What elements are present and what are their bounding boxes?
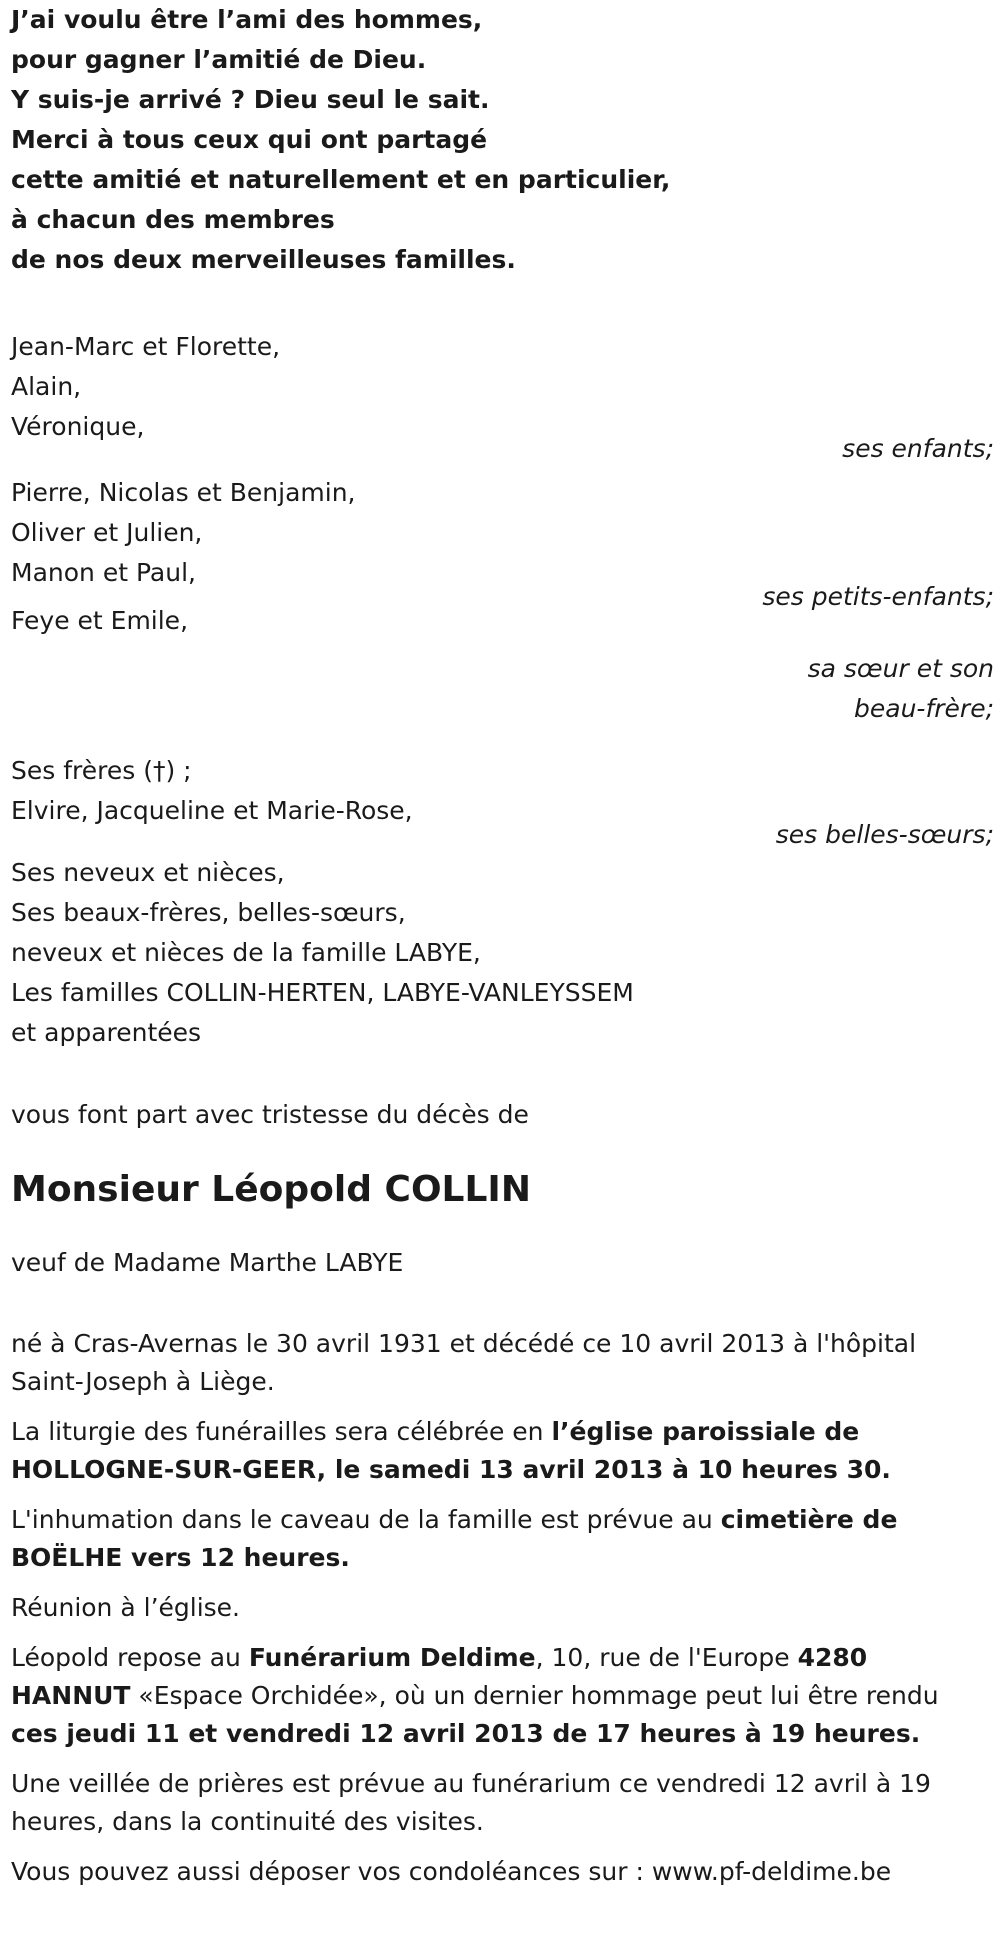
family-grandchildren [11,473,994,617]
resting-text-plain: , 10, rue de l'Europe [535,1643,798,1672]
announcement-text: vous font part avec tristesse du décès de [11,1100,529,1129]
widower-text: veuf de Madame Marthe LABYE [11,1248,404,1277]
condolences-text: Vous pouvez aussi déposer vos condoléances sur : www.pf-deldime.be [11,1857,892,1886]
liturgy-text-plain: La liturgie des funérailles sera célébrée en [11,1417,552,1446]
family-line: Jean-Marc et Florette, [11,332,281,361]
family-line: Oliver et Julien, [11,518,203,547]
family-line: Ses frères (†) ; [11,756,192,785]
family-line: Ses neveux et nièces, [11,858,285,887]
liturgy-text-bold: l’église paroissiale de HOLLOGNE-SUR-GEER, le samedi 13 avril 2013 à 10 heures 30. [11,1417,891,1484]
role-label: sa sœur et son [807,654,994,683]
family-line: Feye et Emile, [11,606,189,635]
family-line: Ses beaux-frères, belles-sœurs, [11,898,406,927]
burial-text-plain: L'inhumation dans le caveau de la famille est prévue au [11,1505,721,1534]
poem [11,0,990,285]
role-label: ses enfants; [842,434,994,463]
family-sister [11,601,994,729]
resting-text [11,1639,971,1753]
family-line: Les familles COLLIN-HERTEN, LABYE-VANLEYSSEM [11,978,634,1007]
vigil-text: Une veillée de prières est prévue au funérarium ce vendredi 12 avril à 19 heures, dans la continuité des visites. [11,1769,931,1836]
poem-line: Merci à tous ceux qui ont partagé [11,125,488,154]
resting-text-plain: «Espace Orchidée», où un dernier hommage peut lui être rendu [130,1681,939,1710]
poem-line: J’ai voulu être l’ami des hommes, [11,5,483,34]
family-line: Manon et Paul, [11,558,196,587]
role-label: ses belles-sœurs; [775,820,994,849]
poem-line: de nos deux merveilleuses familles. [11,245,516,274]
visiting-hours: ces jeudi 11 et vendredi 12 avril 2013 de 17 heures à 19 heures. [11,1719,921,1748]
family-line: neveux et nièces de la famille LABYE, [11,938,481,967]
burial-text [11,1501,971,1577]
burial-text-bold: cimetière de BOËLHE vers 12 heures. [11,1505,898,1572]
birth-death-text: né à Cras-Avernas le 30 avril 1931 et décédé ce 10 avril 2013 à l'hôpital Saint-Joseph à Liège. [11,1329,917,1396]
family-line: Pierre, Nicolas et Benjamin, [11,478,356,507]
poem-line: pour gagner l’amitié de Dieu. [11,45,427,74]
family-others [11,853,990,1053]
poem-line: cette amitié et naturellement et en particulier, [11,165,671,194]
deceased-name: Monsieur Léopold COLLIN [11,1169,531,1210]
funerarium-city: 4280 HANNUT [11,1643,868,1710]
funerarium-name: Funérarium Deldime [248,1643,536,1672]
family-line: Alain, [11,372,82,401]
liturgy-text [11,1413,971,1489]
resting-text-plain: Léopold repose au [11,1643,249,1672]
poem-line: à chacun des membres [11,205,335,234]
family-line: Elvire, Jacqueline et Marie-Rose, [11,796,413,825]
family-line: Véronique, [11,412,145,441]
family-in-law [11,751,994,855]
family-children [11,327,994,469]
details [11,1325,971,1891]
reunion-text: Réunion à l’église. [11,1593,241,1622]
role-label: ses petits-enfants; [762,582,994,611]
poem-line: Y suis-je arrivé ? Dieu seul le sait. [11,85,490,114]
role-label: beau-frère; [854,694,994,723]
family-line: et apparentées [11,1018,202,1047]
